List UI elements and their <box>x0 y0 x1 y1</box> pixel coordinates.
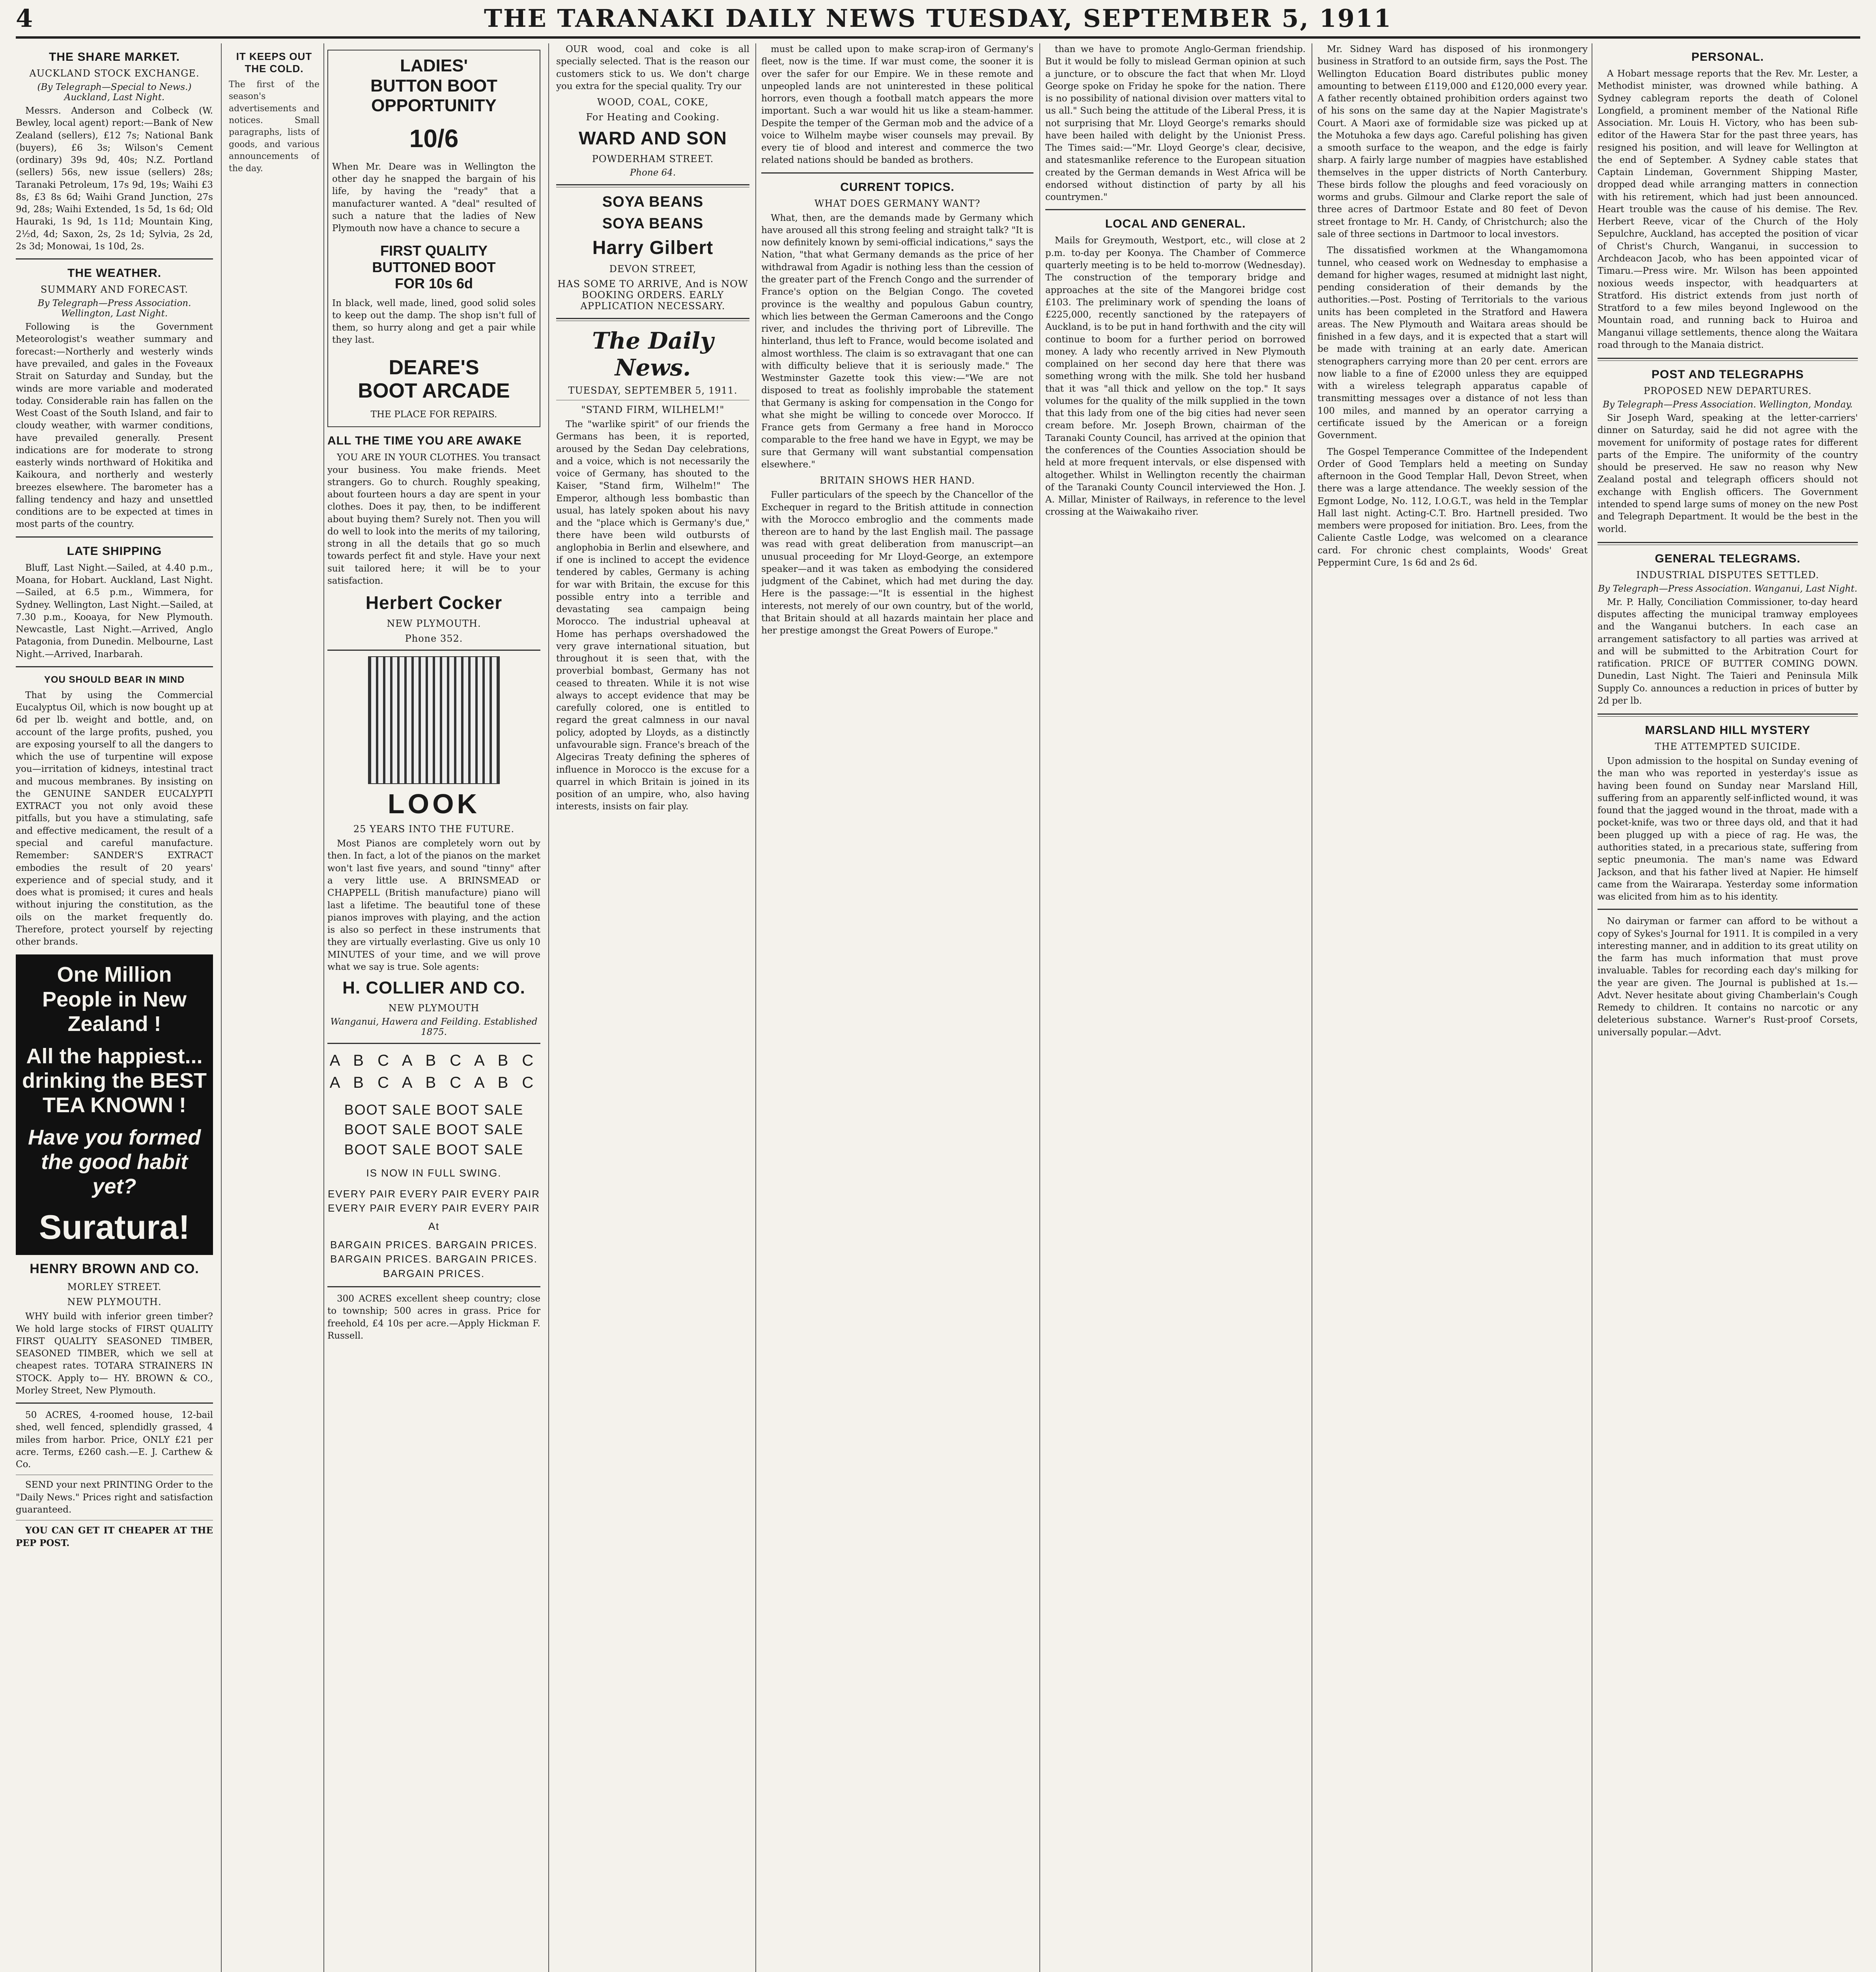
column-2-text: The first of the season's advertisements and notices. Small paragraphs, lists of goods, and various announcements of the day. <box>229 80 320 174</box>
printing-advert: SEND your next PRINTING Order to the "Daily News." Prices right and satisfaction guaranteed. <box>16 1480 213 1515</box>
divider <box>761 172 1033 174</box>
weather-heading: THE WEATHER. <box>67 267 162 280</box>
abc-list: A B C A B C A B C A B C A B C A B C <box>329 1052 538 1092</box>
post-telegraphs-byline: By Telegraph—Press Association. Wellington, Monday. <box>1603 400 1853 410</box>
divider <box>327 1286 540 1287</box>
ladies-boot-advert <box>327 50 540 427</box>
sander-heading: YOU SHOULD BEAR IN MIND <box>44 674 185 685</box>
column-7-mid-body: The dissatisfied workmen at the Whangamomona tunnel, who ceased work on Wednesday to emphasise a demand for higher wages, resumed at midnight last night, pending consideration of their demands by the authorities.—Post. Posting of Territorials to the various units has been completed in the Stratford and Hawera areas. The New Plymouth and Waitara areas should be finished in a few days, and it is expected that a start will be made with training at an early date. American stenographers carrying more than 20 per cent. errors are now liable to a fine of £2000 unless they are equipped with a wireless telegraph apparatus capable of transmitting messages over a distance of not less than 100 miles, and manned by an operator carrying a certificate issued by the American or a foreign Government. <box>1317 245 1588 441</box>
masthead-rule <box>16 36 1860 39</box>
collier-name: H. COLLIER AND CO. <box>342 978 525 998</box>
tea-line-1: One Million People in New Zealand ! <box>42 963 187 1036</box>
daily-news-date: TUESDAY, SEPTEMBER 5, 1911. <box>568 385 738 396</box>
divider <box>1045 209 1306 210</box>
column-1 <box>16 43 213 1972</box>
column-divider <box>221 43 222 1972</box>
tea-line-3: Have you formed the good habit yet? <box>28 1125 201 1199</box>
collier-town: NEW PLYMOUTH <box>388 1003 480 1014</box>
dairy-advert-body: No dairyman or farmer can afford to be without a copy of Sykes's Journal for 1911. It is compiled in a very interesting manner, and in addition to its great utility on the farm has much information that must prove invaluable. Tables for recording each day's milking for the year are given. The Journal is published at 1s.—Advt. Never hesitate about giving Chamberlain's Cough Remedy to children. It contains no narcotic or any deleterious substance. Warner's Rust-proof Corsets, universally popular.—Advt. <box>1598 916 1858 1038</box>
divider <box>556 318 749 321</box>
share-market-byline: (By Telegraph—Special to News.) Auckland, Last Night. <box>37 82 192 103</box>
general-telegrams-heading: GENERAL TELEGRAMS. <box>1655 552 1801 565</box>
share-market-body: Messrs. Anderson and Colbeck (W. Bewley, local agent) report:—Bank of New Zealand (sellers), £12 7s; National Bank (buyers), £6 3s; Wilson's Cement (ordinary) 39s 9d, 40s; N.Z. Portland (sellers) 56s, new issue (sellers) 28s; Taranaki Petroleum, 17s 9d, 19s; Waihi £3 8s, £3 8s 6d; Waihi Grand Junction, 27s 9d, 28s; Waihi Extended, 1s 5d, 1s 6d; Old Hauraki, 1s 9d, 1s 11d; Mountain King, 2½d, 4d; Saxon, 2s, 2s 1d; Sylvia, 2s 2d, 2s 3d; Monowai, 1s 10d, 2s. <box>16 106 213 252</box>
current-topics-subheading: WHAT DOES GERMANY WANT? <box>814 198 981 209</box>
wood-for: For Heating and Cooking. <box>586 112 720 123</box>
cocker-phone: Phone 352. <box>405 633 463 644</box>
wood-items: WOOD, COAL, COKE, <box>597 97 709 108</box>
column-divider <box>1039 43 1040 1972</box>
general-telegrams-byline: By Telegraph—Press Association. Wanganui, Last Night. <box>1598 583 1857 594</box>
cocker-town: NEW PLYMOUTH. <box>387 618 481 629</box>
boot-sale-list: BOOT SALE BOOT SALE BOOT SALE BOOT SALE BOOT SALE BOOT SALE <box>344 1102 524 1158</box>
current-topics-body: What, then, are the demands made by Germany which have aroused all this strong feeling and straight talk? "It is now definitely known by semi-official indications," says the Nation, "that what Germany demands as the price of her withdrawal from Agadir is nothing less than the cession of the greater part of the French Congo and the surrender of France's option on the Belgian Congo. The coveted province is the wealthy and populous Gabun country, which lies between the German Cameroons and the Congo river, and includes the thriving port of Libreville. The hinterland, thus left to France, would become isolated and almost worthless. The claim is so extravagant that one can with difficulty believe that it is seriously made." The Westminster Gazette took this view:—"We are not disposed to treat as foolishly improbable the statement that Germany is asking for compensation in the Congo for what she might be willing to concede over Morocco. If France gets from Germany a free hand in Morocco comparable to the free hand we have in Egypt, we may be sure that Germany will want substantial compensation elsewhere." <box>761 213 1033 470</box>
column-5-top-body: must be called upon to make scrap-iron of Germany's fleet, now is the time. If war must come, the sooner it is over the safer for our Empire. We in these remote and unpeopled lands are not uninterested in these political horrors, even though a football match appears the more important. Such a war would hit us like a steam-hammer. Despite the temper of the German mob and the advice of a voice to Wilhelm maybe wiser counsels may prevail. By every tie of blood and interest and commerce the two related nations should be banded as brothers. <box>761 44 1033 166</box>
bargain-prices-list: BARGAIN PRICES. BARGAIN PRICES. BARGAIN PRICES. BARGAIN PRICES. BARGAIN PRICES. <box>330 1238 538 1279</box>
post-telegraphs-subheading: PROPOSED NEW DEPARTURES. <box>1643 385 1812 397</box>
ward-street: POWDERHAM STREET. <box>592 153 714 165</box>
general-telegrams-body: Mr. P. Hally, Conciliation Commissioner, to-day heard disputes affecting the municipal tramway employees and the Wanganui butchers. In each case an arrangement satisfactory to all parties was arrived at and will be submitted to the Arbitration Court for ratification. PRICE OF BUTTER COMING DOWN. Dunedin, Last Night. The Taieri and Peninsula Milk Supply Co. announces a reduction in prices of butter by 2d per lb. <box>1598 597 1858 706</box>
divider <box>1598 542 1858 545</box>
collier-branches: Wanganui, Hawera and Feilding. Established 1875. <box>330 1017 538 1038</box>
ladies-line-3: OPPORTUNITY <box>371 96 497 116</box>
tea-advertisement <box>16 954 213 1255</box>
weather-subheading: SUMMARY AND FORECAST. <box>40 284 189 295</box>
first-quality-line-1: FIRST QUALITY <box>380 243 488 259</box>
divider <box>1598 909 1858 910</box>
deare-line-2: BOOT ARCADE <box>358 379 510 403</box>
personal-heading: PERSONAL. <box>1691 50 1764 63</box>
post-telegraphs-heading: POST AND TELEGRAPHS <box>1651 368 1804 381</box>
henry-brown-name: HENRY BROWN AND CO. <box>30 1261 199 1277</box>
marsland-hill-body: Upon admission to the hospital on Sunday evening of the man who was reported in yesterday's issue as having been found on Sunday near Marsland Hill, suffering from an apparently self-inflicted wound, it was found that the jagged wound in the throat, made with a pocket-knife, was two or three days old, and that it had been plugged up with a piece of rag. He was, the authorities stated, in a precarious state, suffering from septic pneumonia. The man's name was Edward Jackson, and that his father lived at Napier. He himself came from the Wairarapa. Yesterday some information was elicited from him as to his identity. <box>1598 756 1858 902</box>
shipping-heading: LATE SHIPPING <box>67 544 162 558</box>
column-6 <box>1045 43 1306 1972</box>
henry-brown-body: WHY build with inferior green timber? We hold large stocks of FIRST QUALITY FIRST QUALITY SEASONED TIMBER, SEASONED TIMBER, which we sell at cheapest rates. TOTARA STRAINERS IN STOCK. Apply to— HY. BROWN & CO., Morley Street, New Plymouth. <box>16 1311 213 1396</box>
daily-news-nameplate: The Daily News. <box>592 327 714 381</box>
harry-gilbert-name: Harry Gilbert <box>592 237 714 259</box>
masthead <box>16 4 1860 32</box>
tea-line-2: All the happiest... drinking the BEST TEA KNOWN ! <box>22 1044 207 1117</box>
henry-brown-town: NEW PLYMOUTH. <box>67 1296 162 1308</box>
all-the-time-heading: ALL THE TIME YOU ARE AWAKE <box>327 434 522 448</box>
sander-body: That by using the Commercial Eucalyptus Oil, which is now bought up at 6d per lb. weight and bottle, and, on account of the large profits, pushed, you are exposing yourself to all the dangers to which the use of turpentine will expose you—irritation of kidneys, intestinal tract and mucous membranes. By insisting on the GENUINE SANDER EUCALYPTI EXTRACT you not only avoid these pitfalls, but you have a stimulating, safe and effective medicament, the result of a special and careful manufacture. Remember: SANDER'S EXTRACT embodies the result of 20 years' experience and of special study, and it does what is promised; it cures and heals without injuring the constitution, as the oils on the market frequently do. Therefore, protect yourself by rejecting other brands. <box>16 690 213 947</box>
first-quality-line-3: FOR 10s 6d <box>394 275 473 292</box>
marsland-hill-heading: MARSLAND HILL MYSTERY <box>1645 724 1811 737</box>
column-divider <box>755 43 756 1972</box>
ladies-price: 10/6 <box>409 124 459 153</box>
divider <box>16 666 213 667</box>
look-body: Most Pianos are completely worn out by then. In fact, a lot of the pianos on the market won't last five years, and sound "tinny" after a very little use. A BRINSMEAD or CHAPPELL (British manufacture) piano will last a lifetime. The beautiful tone of these pianos improves with playing, and the action is also so perfect in these instruments that they are virtually everlasting. Give us only 10 MINUTES of your time, and we will prove what we say is true. Sole agents: <box>327 838 540 972</box>
column-divider <box>548 43 549 1972</box>
ladies-line-1: LADIES' <box>400 56 468 75</box>
personal-body: A Hobart message reports that the Rev. Mr. Lester, a Methodist minister, was drowned while bathing. A Sydney cablegram reports the death of Colonel Longfield, a prominent member of the National Rifle Association. Mr. Louis H. Victory, who has been sub-editor of the Hawera Star for the past three years, has resigned his position, and will leave for Wellington at the end of September. A Sydney cable states that Captain Lindeman, Government Shipping Master, dropped dead while arranging matters in connection with his retirement, which had just been announced. Heart trouble was the cause of his demise. The Rev. Herbert Reeve, vicar of the Church of the Holy Sepulchre, Auckland, has accepted the position of vicar of Christ's Church, Wanganui, in succession to Archdeacon Jacob, who has been appointed vicar of Timaru.—Press wire. Mr. Wilson has been appointed noxious weeds inspector, with headquarters at Stratford. His district extends from just north of Stratford to a few miles beyond Inglewood on the Mountain road, and running back to Huiroa and Manganui village settlements, thence along the Waitara road through to the Manaia district. <box>1598 69 1858 350</box>
local-general-body: Mails for Greymouth, Westport, etc., will close at 2 p.m. to-day per Koonya. The Chamber of Commerce quarterly meeting is to be held to-morrow (Wednesday). The construction of the temporary bridge and approaches at the site of the Mangorei bridge cost £103. The preliminary work of spending the loans of £225,000, recently sanctioned by the ratepayers of Auckland, is to be put in hand forthwith and the city will continue to boom for a further period on borrowed money. A lady who recently arrived in New Plymouth complained on her second day here that there was something wrong with the milk. She told her husband that it was "all thick and yellow on the top." It says volumes for the quality of the milk supplied in the town that this lady from one of the big cities had never seen cream before. Mr. Joseph Brown, chairman of the Taranaki County Council, has arrived at the opinion that the conferences of the Counties Association should be held at more frequent intervals, or else dispensed with altogether. Whilst in Wellington recently the chairman of the Taranaki County Council interviewed the Hon. J. A. Millar, Minister of Railways, in reference to the level crossing at the Waiwakaiho river. <box>1045 235 1306 517</box>
keeps-out-cold-heading: IT KEEPS OUT THE COLD. <box>236 50 312 75</box>
divider <box>16 258 213 260</box>
column-4 <box>556 43 749 1972</box>
divider <box>327 650 540 651</box>
marsland-hill-subheading: THE ATTEMPTED SUICIDE. <box>1655 741 1801 753</box>
piano-illustration <box>368 656 500 784</box>
post-telegraphs-body: Sir Joseph Ward, speaking at the letter-carriers' dinner on Saturday, said he did not agree with the movement for uniformity of postage rates for different parts of the Empire. The uniformity of the country should be preserved. He saw no reason why New Zealand postal and telegraph officers should not exchange with English officers. The Government intended to spend large sums of money on the new Post and Telegraph Department. It would be the best in the world. <box>1598 413 1858 534</box>
column-2 <box>229 43 320 1972</box>
look-subheading: 25 YEARS INTO THE FUTURE. <box>353 824 515 835</box>
general-telegrams-subheading: INDUSTRIAL DISPUTES SETTLED. <box>1636 569 1819 581</box>
ladies-body: When Mr. Deare was in Wellington the other day he snapped the bargain of his life, by having the "ready" that a manufacturer wanted. A "deal" resulted of such a nature that the ladies of New Plymouth now have a chance to secure a <box>332 161 536 234</box>
stock-exchange-subheading: AUCKLAND STOCK EXCHANGE. <box>29 68 200 79</box>
wood-advert-body: OUR wood, coal and coke is all specially selected. That is the reason our customers stick to us. We don't charge you extra for the special quality. Try our <box>556 44 749 92</box>
all-the-time-body: YOU ARE IN YOUR CLOTHES. You transact your business. You make friends. Meet strangers. Go to church. Roughly speaking, about fourteen hours a day are spent in your clothes. Does it pay, then, to be indifferent about buying them? Surely not. Then you will do well to look into the merits of my tailoring, strong in all the details that go so much towards perfect fit and style. Have your next suit tailored here; it will be to your satisfaction. <box>327 452 540 586</box>
britain-body: Fuller particulars of the speech by the Chancellor of the Exchequer in regard to the British attitude in connection with the Morocco embroglio and the comments made thereon are to hand by the last English mail. The passage was read with great deliberation from manuscript—an unusual proceeding for Mr Lloyd-George, an extempore speaker—and it was taken as embodying the considered judgment of the Cabinet, which had met during the day. Here is the passage:—"It is essential in the highest interests, not merely of our own country, but of the world, that Britain should at all hazards maintain her place and her prestige amongst the Great Powers of Europe." <box>761 490 1033 636</box>
column-5 <box>761 43 1033 1972</box>
divider <box>327 1043 540 1044</box>
acres-300-advert: 300 ACRES excellent sheep country; close to township; 500 acres in grass. Price for freehold, £4 10s per acre.—Apply Hickman F. Russell. <box>327 1294 540 1341</box>
column-divider <box>323 43 324 1972</box>
ward-and-son-name: WARD AND SON <box>579 128 727 149</box>
shipping-body: Bluff, Last Night.—Sailed, at 4.40 p.m., Moana, for Hobart. Auckland, Last Night.—Sailed, at 6.5 p.m., Wimmera, for Sydney. Wellington, Last Night.—Sailed, at 7.30 p.m., Kooaya, for New Plymouth. Newcastle, Last Night.—Arrived, Anglo Patagonia, from Dunedin. Melbourne, Last Night.—Arrived, Inarbarah. <box>16 562 213 659</box>
share-market-heading: THE SHARE MARKET. <box>49 50 180 63</box>
leader-heading: "STAND FIRM, WILHELM!" <box>581 404 725 416</box>
deare-line-1: DEARE'S <box>389 356 479 379</box>
column-7 <box>1317 43 1588 1972</box>
divider <box>1598 358 1858 361</box>
column-7-bottom-body: The Gospel Temperance Committee of the Independent Order of Good Templars held a meeting on Sunday afternoon in the Good Templar Hall, Devon Street, when there was a large attendance. The weekly session of the Egmont Lodge, No. 112, I.O.G.T., was held in the Templar Hall last night. Acting-C.T. Bro. Hartnell presided. Two members were proposed for initiation. Bro. Lees, from the Caliente Castle Lodge, was welcomed on a clearance card. For chronic chest complaints, Woods' Great Peppermint Cure, 1s 6d and 2s 6d. <box>1317 446 1588 568</box>
column-7-top-body: Mr. Sidney Ward has disposed of his ironmongery business in Stratford to an outside firm, says the Post. The Wellington Education Board distributes public money amounting to between £119,000 and £120,000 every year. A father recently obtained prohibition orders against two of his sons on the same day at the Napier Magistrate's Court. A Maori axe of formidable size was picked up at the Motuhoka a few days ago. Careful polishing has given a smooth surface to the weapon, and the edge is fairly sharp. A fairly large number of magpies have established themselves in the upper districts of North Canterbury. These birds follow the ploughs and feed voraciously on worms and grubs. Gilmour and Clarke report the sale of three acres of Dartmoor Estate and 80 feet of Devon street frontage to Mr. H. Candy, of Christchurch; also the sale of three sections in Dartmoor to local investors. <box>1317 44 1588 239</box>
column-3 <box>327 43 540 1972</box>
divider <box>16 1402 213 1404</box>
divider <box>16 536 213 538</box>
column-6-top-body: than we have to promote Anglo-German friendship. But it would be folly to mislead German opinion at such a juncture, or to obscure the fact that when Mr. Lloyd George spoke on Friday he spoke for the nation. There is no possibility of national division over matters vital to us all." Such being the attitude of the Liberal Press, it is not surprising that Mr. Lloyd George's remarks should have been hailed with delight by the Unionist Press. The Times said:—"Mr. Lloyd George's clear, decisive, and statesmanlike reference to the European situation created by the German demands in West Africa will be endorsed without distinction of party by all his countrymen." <box>1045 44 1306 203</box>
first-quality-line-2: BUTTONED BOOT <box>372 259 496 275</box>
bottom-advert: YOU CAN GET IT CHEAPER AT THE PEP POST. <box>16 1525 213 1548</box>
first-quality-body: In black, well made, lined, good solid soles to keep out the damp. The shop isn't full of them, so hurry along and get a pair while they last. <box>332 298 536 345</box>
soya-beans-1: SOYA BEANS <box>602 194 704 211</box>
henry-brown-street: MORLEY STREET. <box>67 1281 162 1293</box>
deare-tagline: THE PLACE FOR REPAIRS. <box>370 409 497 420</box>
local-general-heading: LOCAL AND GENERAL. <box>1105 217 1246 231</box>
gilbert-street: DEVON STREET, <box>609 263 697 275</box>
tea-brand: Suratura! <box>39 1208 190 1247</box>
page-number: 4 <box>16 4 33 33</box>
gilbert-body: HAS SOME TO ARRIVE, And is NOW BOOKING ORDERS. EARLY APPLICATION NECESSARY. <box>557 278 748 312</box>
ward-phone: Phone 64. <box>630 168 676 178</box>
leader-body: The "warlike spirit" of our friends the Germans has been, it is reported, aroused by the Sedan Day celebrations, and a voice, which is not necessarily the voice of Germany, has shouted to the Kaiser, "Stand firm, Wilhelm!" The Emperor, although less bombastic than usual, has lately spoken about his navy and the "place which is Germany's due," there have been wild outbursts of anglophobia in Berlin and elsewhere, and if one is inclined to accept the evidence tendered by cables, Germany is aching for war with Britain, the excuse for this possible entry into a terrible and devastating sea campaign being Morocco. The industrial upheaval at Home has perhaps overshadowed the very grave international situation, but throughout it is seen that, with the proverbial bombast, Germany has not ceased to threaten. While it is not wise always to accept evidence that may be carefully colored, one is entitled to regard the great calmness in our naval policy, adopted by Lloyds, as a distinctly unfavourable sign. France's breach of the Algeciras Treaty defining the spheres of influence in Morocco is the excuse for a quarrel in which Britain is joined in its position of an umpire, who, also having interests, insists on fair play. <box>556 419 749 812</box>
at-line: At <box>428 1220 440 1232</box>
ladies-line-2: BUTTON BOOT <box>370 76 497 95</box>
weather-byline: By Telegraph—Press Association. Wellington, Last Night. <box>37 298 191 319</box>
is-now-line: IS NOW IN FULL SWING. <box>366 1167 502 1179</box>
look-heading: LOOK <box>387 788 480 820</box>
britain-subheading: BRITAIN SHOWS HER HAND. <box>820 475 975 486</box>
acres-advert: 50 ACRES, 4-roomed house, 12-bail shed, well fenced, splendidly grassed, 4 miles from harbor. Price, ONLY £21 per acre. Terms, £260 cash.—E. J. Carthew & Co. <box>16 1410 213 1470</box>
every-pair-list: EVERY PAIR EVERY PAIR EVERY PAIR EVERY PAIR EVERY PAIR EVERY PAIR <box>328 1188 540 1214</box>
divider <box>1598 713 1858 717</box>
divider <box>556 184 749 187</box>
weather-body: Following is the Government Meteorologist's weather summary and forecast:—Northerly and westerly winds have prevailed, and gales in the Foveaux Strait on Saturday and Sunday, but the winds are more variable and moderated today. Considerable rain has fallen on the West Coast of the South Island, and fair to cloudy weather, with warmer conditions, have prevailed generally. Present indications are for moderate to strong easterly winds northward of Hokitika and Kaikoura, and northerly and westerly breezes elsewhere. The barometer has a falling tendency and hazy and unsettled conditions are to be expected at times in most parts of the country. <box>16 322 213 530</box>
soya-beans-2: SOYA BEANS <box>602 215 704 232</box>
herbert-cocker-name: Herbert Cocker <box>365 592 503 613</box>
current-topics-heading: CURRENT TOPICS. <box>840 180 955 194</box>
column-8 <box>1598 43 1858 1972</box>
newspaper-title: THE TARANAKI DAILY NEWS TUESDAY, SEPTEMBER 5, 1911 <box>484 4 1392 33</box>
